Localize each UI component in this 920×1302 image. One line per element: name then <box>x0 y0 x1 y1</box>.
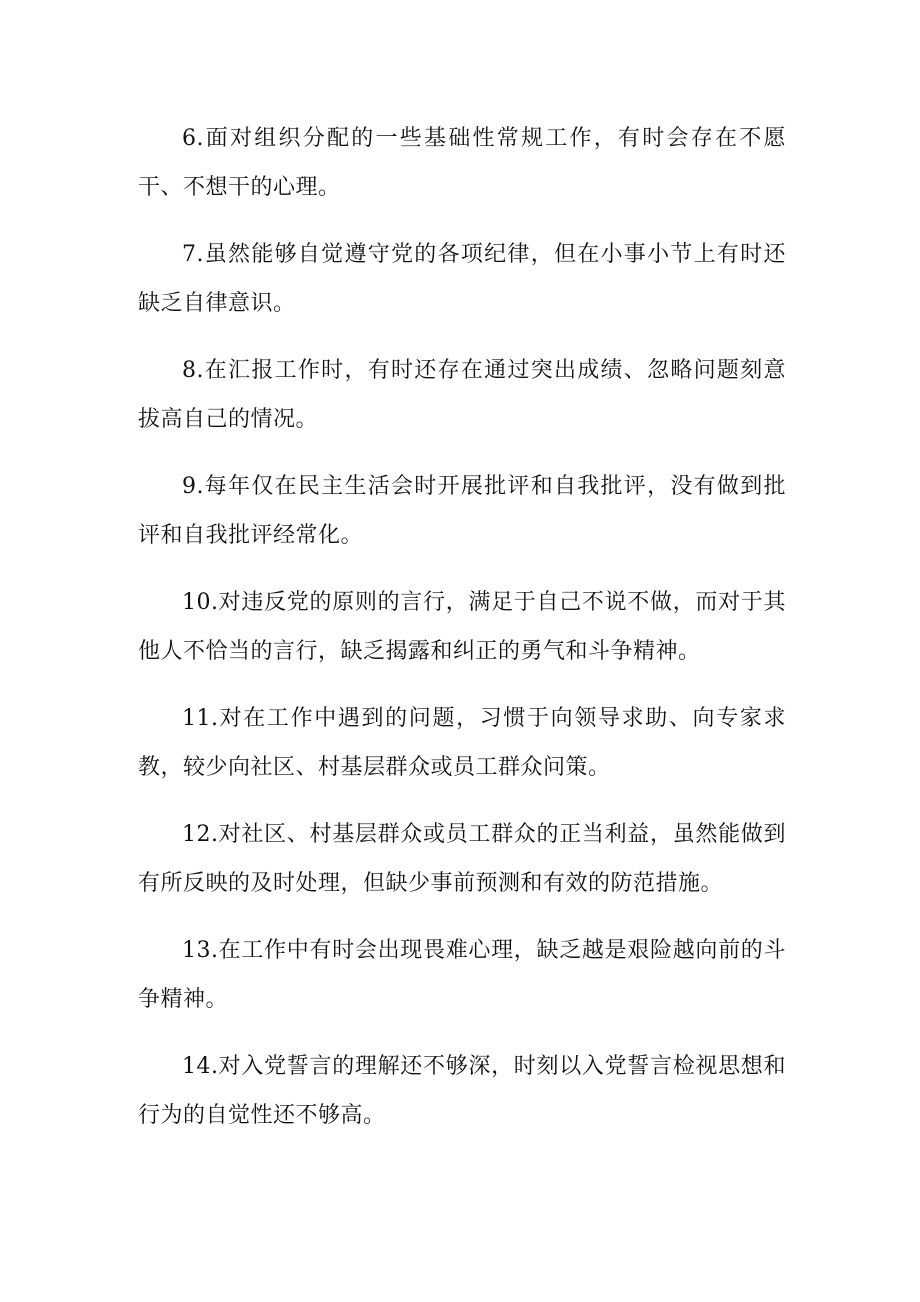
list-item-13: 13.在工作中有时会出现畏难心理，缺乏越是艰险越向前的斗争精神。 <box>138 938 786 1012</box>
list-item-6: 6.面对组织分配的一些基础性常规工作，有时会存在不愿干、不想干的心理。 <box>138 126 786 200</box>
list-item-14: 14.对入党誓言的理解还不够深，时刻以入党誓言检视思想和行为的自觉性还不够高。 <box>138 1054 786 1128</box>
list-item-9: 9.每年仅在民主生活会时开展批评和自我批评，没有做到批评和自我批评经常化。 <box>138 474 786 548</box>
list-item-8: 8.在汇报工作时，有时还存在通过突出成绩、忽略问题刻意拔高自己的情况。 <box>138 358 786 432</box>
list-item-11: 11.对在工作中遇到的问题，习惯于向领导求助、向专家求教，较少向社区、村基层群众或员工群众问策。 <box>138 706 786 780</box>
list-item-12: 12.对社区、村基层群众或员工群众的正当利益，虽然能做到有所反映的及时处理，但缺少事前预测和有效的防范措施。 <box>138 822 786 896</box>
list-item-7: 7.虽然能够自觉遵守党的各项纪律，但在小事小节上有时还缺乏自律意识。 <box>138 242 786 316</box>
list-item-10: 10.对违反党的原则的言行，满足于自己不说不做，而对于其他人不恰当的言行，缺乏揭露和纠正的勇气和斗争精神。 <box>138 590 786 664</box>
